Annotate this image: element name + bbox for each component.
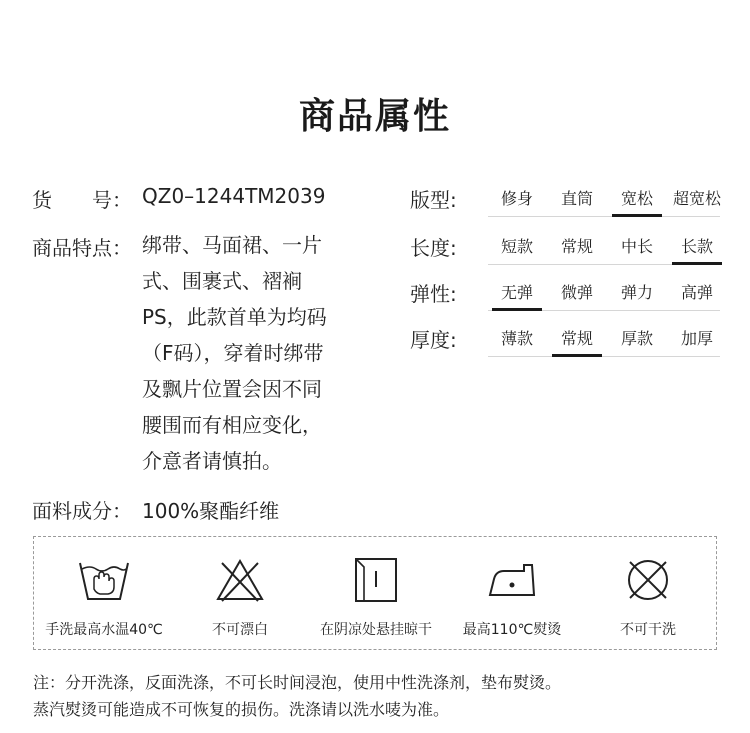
attr-row-thickness bbox=[410, 320, 720, 356]
care-caption: 手洗最高水温40℃ bbox=[45, 622, 163, 638]
no-bleach-icon bbox=[212, 555, 268, 605]
features-line: PS，此款首单为均码 bbox=[142, 305, 327, 329]
selected-underline bbox=[612, 214, 662, 217]
no-dry-clean-icon bbox=[620, 555, 676, 605]
selected-underline bbox=[492, 308, 542, 311]
features-text bbox=[142, 232, 372, 484]
attr-label: 弹性: bbox=[410, 282, 457, 306]
features-line: 绑带、马面裙、一片 bbox=[142, 233, 322, 257]
attr-option: 直筒 bbox=[560, 189, 593, 208]
attr-option: 中长 bbox=[620, 237, 653, 256]
attr-option: 厚款 bbox=[620, 329, 653, 348]
care-item bbox=[170, 555, 310, 639]
care-instructions-box bbox=[33, 536, 717, 650]
attr-option: 超宽松 bbox=[672, 189, 721, 208]
attr-row-length bbox=[410, 228, 720, 264]
care-item bbox=[442, 555, 582, 639]
care-note-line: 注：分开洗涤，反面洗涤，不可长时间浸泡，使用中性洗涤剂，垫布熨烫。 bbox=[33, 673, 562, 692]
attr-option: 宽松 bbox=[608, 186, 666, 209]
sku-label: 货 号： bbox=[32, 188, 132, 212]
attr-label: 版型: bbox=[410, 188, 457, 212]
page-title: 商品属性 bbox=[298, 96, 451, 137]
iron-icon bbox=[484, 555, 540, 605]
attr-option: 常规 bbox=[560, 237, 593, 256]
features-line: 及飘片位置会因不同 bbox=[142, 377, 322, 401]
attr-option: 高弹 bbox=[680, 283, 713, 302]
features-line: 式、围裹式、褶裥 bbox=[142, 269, 302, 293]
care-caption: 不可干洗 bbox=[620, 622, 676, 638]
attr-row-fit bbox=[410, 180, 720, 216]
attr-option: 微弹 bbox=[560, 283, 593, 302]
attr-option: 常规 bbox=[548, 326, 606, 349]
care-item bbox=[34, 555, 174, 639]
care-caption: 最高110℃熨烫 bbox=[462, 622, 562, 638]
selected-underline bbox=[672, 262, 722, 265]
attr-option: 加厚 bbox=[680, 329, 713, 348]
attr-row-elasticity bbox=[410, 274, 720, 310]
attr-label: 长度: bbox=[410, 236, 457, 260]
care-caption: 不可漂白 bbox=[212, 622, 268, 638]
care-caption: 在阴凉处悬挂晾干 bbox=[320, 622, 432, 638]
features-label: 商品特点： bbox=[32, 236, 132, 260]
attr-option: 修身 bbox=[500, 189, 533, 208]
features-line: 介意者请慎拍。 bbox=[142, 449, 282, 473]
care-item bbox=[578, 555, 718, 639]
sku-value: QZ0–1244TM2039 bbox=[142, 184, 326, 208]
attr-option: 无弹 bbox=[488, 280, 546, 303]
attr-option: 短款 bbox=[500, 237, 533, 256]
attr-label: 厚度: bbox=[410, 328, 457, 352]
attr-option: 薄款 bbox=[500, 329, 533, 348]
fabric-label: 面料成分： bbox=[32, 499, 132, 523]
hand-wash-icon bbox=[76, 555, 132, 605]
care-item bbox=[306, 555, 446, 639]
features-line: 腰围而有相应变化， bbox=[142, 413, 322, 437]
fabric-value: 100%聚酯纤维 bbox=[142, 499, 280, 523]
attr-option: 弹力 bbox=[620, 283, 653, 302]
selected-underline bbox=[552, 354, 602, 357]
features-line: （F码），穿着时绑带 bbox=[142, 341, 324, 365]
attr-option: 长款 bbox=[668, 234, 726, 257]
care-note-line: 蒸汽熨烫可能造成不可恢复的损伤。洗涤请以洗水唛为准。 bbox=[33, 700, 450, 719]
shade-dry-icon bbox=[348, 555, 404, 605]
